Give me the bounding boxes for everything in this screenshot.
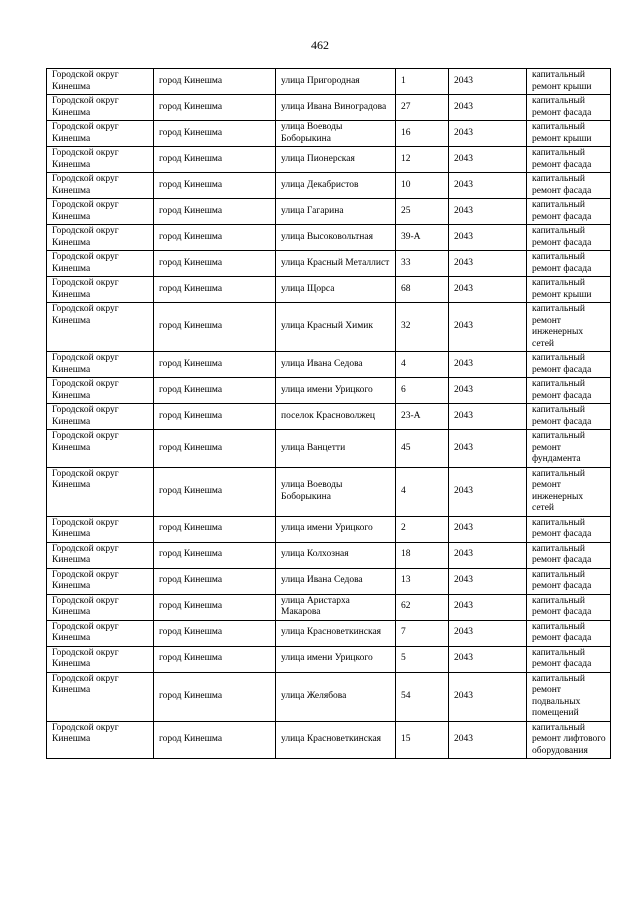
city-cell: город Кинешма bbox=[154, 173, 276, 199]
work-type-cell: капитальный ремонт крыши bbox=[527, 277, 611, 303]
district-cell: Городской округ Кинешма bbox=[47, 69, 154, 95]
work-type-cell: капитальный ремонт фасада bbox=[527, 378, 611, 404]
work-type-cell: капитальный ремонт фасада bbox=[527, 542, 611, 568]
house-number-cell: 16 bbox=[396, 121, 449, 147]
work-type-cell: капитальный ремонт фасада bbox=[527, 516, 611, 542]
year-cell: 2043 bbox=[449, 516, 527, 542]
table-body bbox=[47, 69, 611, 759]
district-cell: Городской округ Кинешма bbox=[47, 277, 154, 303]
house-number-cell: 13 bbox=[396, 568, 449, 594]
district-cell: Городской округ Кинешма bbox=[47, 672, 154, 721]
street-cell: улица Пионерская bbox=[276, 147, 396, 173]
city-cell: город Кинешма bbox=[154, 69, 276, 95]
table-row bbox=[47, 303, 611, 352]
work-type-cell: капитальный ремонт фасада bbox=[527, 404, 611, 430]
city-cell: город Кинешма bbox=[154, 95, 276, 121]
street-cell: улица Высоковольтная bbox=[276, 225, 396, 251]
city-cell: город Кинешма bbox=[154, 303, 276, 352]
work-type-cell: капитальный ремонт фасада bbox=[527, 147, 611, 173]
table-row bbox=[47, 721, 611, 759]
work-type-cell: капитальный ремонт фасада bbox=[527, 225, 611, 251]
year-cell: 2043 bbox=[449, 568, 527, 594]
street-cell: улица Пригородная bbox=[276, 69, 396, 95]
year-cell: 2043 bbox=[449, 173, 527, 199]
house-number-cell: 18 bbox=[396, 542, 449, 568]
year-cell: 2043 bbox=[449, 352, 527, 378]
street-cell: улица имени Урицкого bbox=[276, 646, 396, 672]
house-number-cell: 62 bbox=[396, 594, 449, 620]
house-number-cell: 6 bbox=[396, 378, 449, 404]
district-cell: Городской округ Кинешма bbox=[47, 430, 154, 468]
house-number-cell: 12 bbox=[396, 147, 449, 173]
city-cell: город Кинешма bbox=[154, 121, 276, 147]
table-row bbox=[47, 516, 611, 542]
district-cell: Городской округ Кинешма bbox=[47, 404, 154, 430]
district-cell: Городской округ Кинешма bbox=[47, 378, 154, 404]
city-cell: город Кинешма bbox=[154, 199, 276, 225]
house-number-cell: 15 bbox=[396, 721, 449, 759]
year-cell: 2043 bbox=[449, 199, 527, 225]
year-cell: 2043 bbox=[449, 95, 527, 121]
city-cell: город Кинешма bbox=[154, 251, 276, 277]
city-cell: город Кинешма bbox=[154, 516, 276, 542]
table-row bbox=[47, 95, 611, 121]
work-type-cell: капитальный ремонт инженерных сетей bbox=[527, 467, 611, 516]
district-cell: Городской округ Кинешма bbox=[47, 147, 154, 173]
year-cell: 2043 bbox=[449, 542, 527, 568]
street-cell: улица Ивана Седова bbox=[276, 568, 396, 594]
house-number-cell: 68 bbox=[396, 277, 449, 303]
table-row bbox=[47, 277, 611, 303]
street-cell: улица Гагарина bbox=[276, 199, 396, 225]
street-cell: поселок Красноволжец bbox=[276, 404, 396, 430]
table-row bbox=[47, 69, 611, 95]
work-type-cell: капитальный ремонт лифтового оборудования bbox=[527, 721, 611, 759]
year-cell: 2043 bbox=[449, 225, 527, 251]
district-cell: Городской округ Кинешма bbox=[47, 542, 154, 568]
city-cell: город Кинешма bbox=[154, 225, 276, 251]
street-cell: улица Желябова bbox=[276, 672, 396, 721]
table-row bbox=[47, 378, 611, 404]
district-cell: Городской округ Кинешма bbox=[47, 646, 154, 672]
district-cell: Городской округ Кинешма bbox=[47, 516, 154, 542]
year-cell: 2043 bbox=[449, 303, 527, 352]
year-cell: 2043 bbox=[449, 121, 527, 147]
district-cell: Городской округ Кинешма bbox=[47, 568, 154, 594]
city-cell: город Кинешма bbox=[154, 542, 276, 568]
table-row bbox=[47, 251, 611, 277]
house-number-cell: 32 bbox=[396, 303, 449, 352]
work-type-cell: капитальный ремонт фасада bbox=[527, 568, 611, 594]
city-cell: город Кинешма bbox=[154, 147, 276, 173]
year-cell: 2043 bbox=[449, 378, 527, 404]
street-cell: улица Колхозная bbox=[276, 542, 396, 568]
table-row bbox=[47, 672, 611, 721]
year-cell: 2043 bbox=[449, 594, 527, 620]
house-number-cell: 4 bbox=[396, 467, 449, 516]
street-cell: улица Декабристов bbox=[276, 173, 396, 199]
table-row bbox=[47, 646, 611, 672]
street-cell: улица Воеводы Боборыкина bbox=[276, 121, 396, 147]
page-number: 462 bbox=[311, 38, 329, 52]
year-cell: 2043 bbox=[449, 467, 527, 516]
table-row bbox=[47, 467, 611, 516]
district-cell: Городской округ Кинешма bbox=[47, 721, 154, 759]
street-cell: улица Ивана Седова bbox=[276, 352, 396, 378]
street-cell: улица Красноветкинская bbox=[276, 620, 396, 646]
year-cell: 2043 bbox=[449, 672, 527, 721]
table-row bbox=[47, 225, 611, 251]
house-number-cell: 2 bbox=[396, 516, 449, 542]
work-type-cell: капитальный ремонт фасада bbox=[527, 594, 611, 620]
district-cell: Городской округ Кинешма bbox=[47, 467, 154, 516]
house-number-cell: 25 bbox=[396, 199, 449, 225]
city-cell: город Кинешма bbox=[154, 467, 276, 516]
house-number-cell: 4 bbox=[396, 352, 449, 378]
year-cell: 2043 bbox=[449, 620, 527, 646]
table-row bbox=[47, 568, 611, 594]
table-row bbox=[47, 542, 611, 568]
repair-schedule-table bbox=[46, 68, 611, 759]
year-cell: 2043 bbox=[449, 69, 527, 95]
district-cell: Городской округ Кинешма bbox=[47, 173, 154, 199]
street-cell: улица Красноветкинская bbox=[276, 721, 396, 759]
work-type-cell: капитальный ремонт инженерных сетей bbox=[527, 303, 611, 352]
work-type-cell: капитальный ремонт крыши bbox=[527, 121, 611, 147]
city-cell: город Кинешма bbox=[154, 352, 276, 378]
table-row bbox=[47, 404, 611, 430]
house-number-cell: 23-А bbox=[396, 404, 449, 430]
house-number-cell: 54 bbox=[396, 672, 449, 721]
street-cell: улица Красный Химик bbox=[276, 303, 396, 352]
work-type-cell: капитальный ремонт фасада bbox=[527, 95, 611, 121]
street-cell: улица Красный Металлист bbox=[276, 251, 396, 277]
year-cell: 2043 bbox=[449, 404, 527, 430]
work-type-cell: капитальный ремонт подвальных помещений bbox=[527, 672, 611, 721]
table-row bbox=[47, 147, 611, 173]
year-cell: 2043 bbox=[449, 721, 527, 759]
work-type-cell: капитальный ремонт фасада bbox=[527, 173, 611, 199]
table-row bbox=[47, 352, 611, 378]
table-row bbox=[47, 430, 611, 468]
work-type-cell: капитальный ремонт фасада bbox=[527, 620, 611, 646]
street-cell: улица имени Урицкого bbox=[276, 516, 396, 542]
street-cell: улица имени Урицкого bbox=[276, 378, 396, 404]
district-cell: Городской округ Кинешма bbox=[47, 251, 154, 277]
year-cell: 2043 bbox=[449, 147, 527, 173]
house-number-cell: 10 bbox=[396, 173, 449, 199]
district-cell: Городской округ Кинешма bbox=[47, 95, 154, 121]
city-cell: город Кинешма bbox=[154, 620, 276, 646]
street-cell: улица Воеводы Боборыкина bbox=[276, 467, 396, 516]
city-cell: город Кинешма bbox=[154, 672, 276, 721]
house-number-cell: 1 bbox=[396, 69, 449, 95]
street-cell: улица Аристарха Макарова bbox=[276, 594, 396, 620]
work-type-cell: капитальный ремонт фасада bbox=[527, 352, 611, 378]
district-cell: Городской округ Кинешма bbox=[47, 620, 154, 646]
city-cell: город Кинешма bbox=[154, 568, 276, 594]
district-cell: Городской округ Кинешма bbox=[47, 225, 154, 251]
city-cell: город Кинешма bbox=[154, 404, 276, 430]
house-number-cell: 7 bbox=[396, 620, 449, 646]
table-row bbox=[47, 594, 611, 620]
city-cell: город Кинешма bbox=[154, 378, 276, 404]
city-cell: город Кинешма bbox=[154, 646, 276, 672]
work-type-cell: капитальный ремонт фасада bbox=[527, 646, 611, 672]
street-cell: улица Ванцетти bbox=[276, 430, 396, 468]
table-row bbox=[47, 620, 611, 646]
table-row bbox=[47, 199, 611, 225]
district-cell: Городской округ Кинешма bbox=[47, 121, 154, 147]
year-cell: 2043 bbox=[449, 430, 527, 468]
city-cell: город Кинешма bbox=[154, 721, 276, 759]
house-number-cell: 5 bbox=[396, 646, 449, 672]
city-cell: город Кинешма bbox=[154, 430, 276, 468]
work-type-cell: капитальный ремонт фундамента bbox=[527, 430, 611, 468]
year-cell: 2043 bbox=[449, 646, 527, 672]
street-cell: улица Щорса bbox=[276, 277, 396, 303]
city-cell: город Кинешма bbox=[154, 594, 276, 620]
year-cell: 2043 bbox=[449, 251, 527, 277]
work-type-cell: капитальный ремонт фасада bbox=[527, 251, 611, 277]
street-cell: улица Ивана Виноградова bbox=[276, 95, 396, 121]
district-cell: Городской округ Кинешма bbox=[47, 594, 154, 620]
house-number-cell: 27 bbox=[396, 95, 449, 121]
year-cell: 2043 bbox=[449, 277, 527, 303]
district-cell: Городской округ Кинешма bbox=[47, 352, 154, 378]
district-cell: Городской округ Кинешма bbox=[47, 199, 154, 225]
house-number-cell: 39-А bbox=[396, 225, 449, 251]
house-number-cell: 45 bbox=[396, 430, 449, 468]
work-type-cell: капитальный ремонт фасада bbox=[527, 199, 611, 225]
city-cell: город Кинешма bbox=[154, 277, 276, 303]
table-row bbox=[47, 121, 611, 147]
house-number-cell: 33 bbox=[396, 251, 449, 277]
work-type-cell: капитальный ремонт крыши bbox=[527, 69, 611, 95]
table-row bbox=[47, 173, 611, 199]
district-cell: Городской округ Кинешма bbox=[47, 303, 154, 352]
